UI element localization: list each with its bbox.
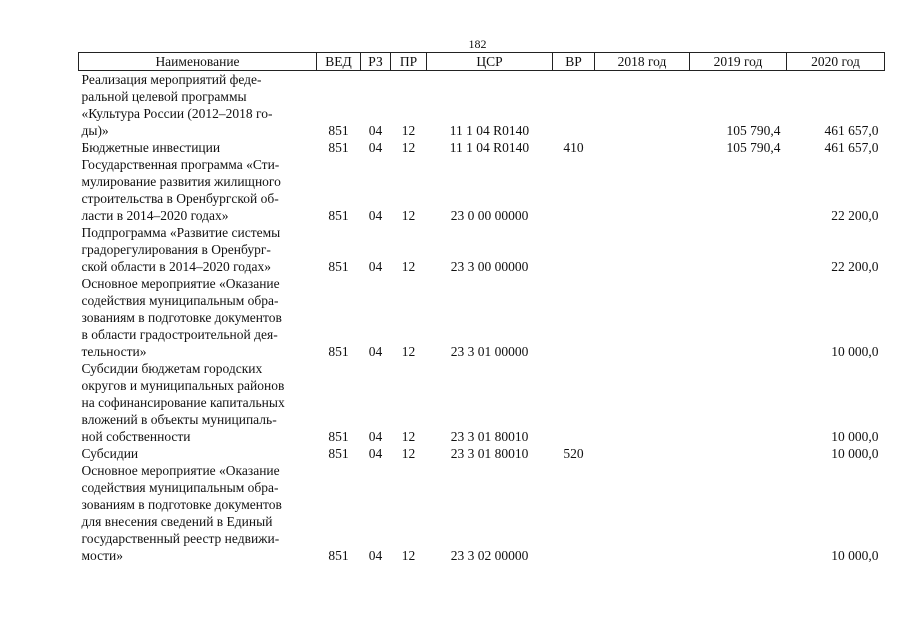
table-row xyxy=(79,275,885,360)
cell-2018 xyxy=(595,71,690,140)
table-row xyxy=(79,360,885,445)
cell-vr: 410 xyxy=(563,140,584,155)
cell-ved: 851 xyxy=(328,344,349,359)
cell-csr: 23 0 00 00000 xyxy=(450,208,529,223)
header-2020: 2020 год xyxy=(787,53,885,71)
cell-vr xyxy=(553,275,595,360)
cell-ved: 851 xyxy=(328,259,349,274)
cell-rz: 04 xyxy=(368,446,383,461)
cell-rz: 04 xyxy=(368,259,383,274)
cell-pr: 12 xyxy=(401,259,416,274)
cell-rz: 04 xyxy=(368,123,383,138)
header-2018: 2018 год xyxy=(595,53,690,71)
cell-ved: 851 xyxy=(328,140,349,155)
cell-2018 xyxy=(595,445,690,462)
cell-pr: 12 xyxy=(401,344,416,359)
table-row xyxy=(79,462,885,564)
table-header-row xyxy=(79,53,885,71)
cell-2019 xyxy=(690,275,787,360)
cell-pr: 12 xyxy=(401,548,416,563)
cell-rz: 04 xyxy=(368,344,383,359)
cell-2020: 461 657,0 xyxy=(824,123,879,138)
cell-rz: 04 xyxy=(368,208,383,223)
header-csr: ЦСР xyxy=(427,53,553,71)
cell-csr: 23 3 01 80010 xyxy=(450,446,529,461)
cell-name: Субсидии бюджетам городских округов и муниципальных районов на софинансирование капитальных вложений в объекты муниципаль- ной собственности xyxy=(81,361,285,444)
page-number: 182 xyxy=(468,37,487,51)
table-row xyxy=(79,156,885,224)
cell-pr: 12 xyxy=(401,446,416,461)
cell-2020: 461 657,0 xyxy=(824,140,879,155)
cell-2019 xyxy=(690,360,787,445)
cell-ved: 851 xyxy=(328,548,349,563)
cell-vr xyxy=(553,156,595,224)
cell-rz: 04 xyxy=(368,429,383,444)
header-name: Наименование xyxy=(79,53,317,71)
cell-rz: 04 xyxy=(368,140,383,155)
cell-csr: 23 3 01 00000 xyxy=(450,344,529,359)
table-row xyxy=(79,224,885,275)
cell-name: Подпрограмма «Развитие системы градорегулирования в Оренбург- ской области в 2014–2020 годах» xyxy=(81,225,281,274)
cell-2019 xyxy=(690,445,787,462)
cell-2020: 22 200,0 xyxy=(831,208,879,223)
table-body xyxy=(79,71,885,565)
cell-2020: 10 000,0 xyxy=(831,344,879,359)
cell-vr: 520 xyxy=(563,446,584,461)
table-row xyxy=(79,139,885,156)
cell-2020: 10 000,0 xyxy=(831,548,879,563)
cell-csr: 23 3 00 00000 xyxy=(450,259,529,274)
cell-csr: 23 3 02 00000 xyxy=(450,548,529,563)
cell-name: Основное мероприятие «Оказание содействия муниципальным обра- зованиям в подготовке документов для внесения сведений в Единый государственный реестр недвижи- мости» xyxy=(81,463,282,563)
header-pr: ПР xyxy=(391,53,427,71)
cell-csr: 11 1 04 R0140 xyxy=(449,123,530,138)
budget-table xyxy=(78,52,885,564)
cell-csr: 11 1 04 R0140 xyxy=(449,140,530,155)
table-row xyxy=(79,71,885,140)
cell-csr: 23 3 01 80010 xyxy=(450,429,529,444)
cell-name: Бюджетные инвестиции xyxy=(81,140,221,155)
cell-ved: 851 xyxy=(328,446,349,461)
cell-2019 xyxy=(690,462,787,564)
table-row xyxy=(79,445,885,462)
cell-vr xyxy=(553,360,595,445)
cell-name: Основное мероприятие «Оказание содействия муниципальным обра- зованиям в подготовке документов в области градостроительной дея- тельности» xyxy=(81,276,282,359)
cell-2019: 105 790,4 xyxy=(726,123,781,138)
cell-name: Субсидии xyxy=(81,446,139,461)
cell-vr xyxy=(553,71,595,140)
header-2019: 2019 год xyxy=(690,53,787,71)
cell-2018 xyxy=(595,139,690,156)
cell-2018 xyxy=(595,224,690,275)
cell-name: Государственная программа «Сти- мулирование развития жилищного строительства в Оренбургской об- ласти в 2014–2020 годах» xyxy=(81,157,281,223)
cell-2018 xyxy=(595,156,690,224)
header-ved: ВЕД xyxy=(317,53,361,71)
cell-ved: 851 xyxy=(328,208,349,223)
cell-pr: 12 xyxy=(401,429,416,444)
header-vr: ВР xyxy=(553,53,595,71)
cell-pr: 12 xyxy=(401,140,416,155)
cell-pr: 12 xyxy=(401,208,416,223)
cell-2019: 105 790,4 xyxy=(726,140,781,155)
cell-vr xyxy=(553,224,595,275)
header-rz: РЗ xyxy=(361,53,391,71)
cell-pr: 12 xyxy=(401,123,416,138)
cell-2019 xyxy=(690,224,787,275)
cell-2020: 10 000,0 xyxy=(831,429,879,444)
cell-ved: 851 xyxy=(328,123,349,138)
cell-2018 xyxy=(595,462,690,564)
cell-2018 xyxy=(595,360,690,445)
cell-name: Реализация мероприятий феде- ральной целевой программы «Культура России (2012–2018 го- ды)» xyxy=(81,72,273,138)
cell-2020: 22 200,0 xyxy=(831,259,879,274)
cell-rz: 04 xyxy=(368,548,383,563)
cell-ved: 851 xyxy=(328,429,349,444)
cell-vr xyxy=(553,462,595,564)
cell-2020: 10 000,0 xyxy=(831,446,879,461)
cell-2018 xyxy=(595,275,690,360)
cell-2019 xyxy=(690,156,787,224)
